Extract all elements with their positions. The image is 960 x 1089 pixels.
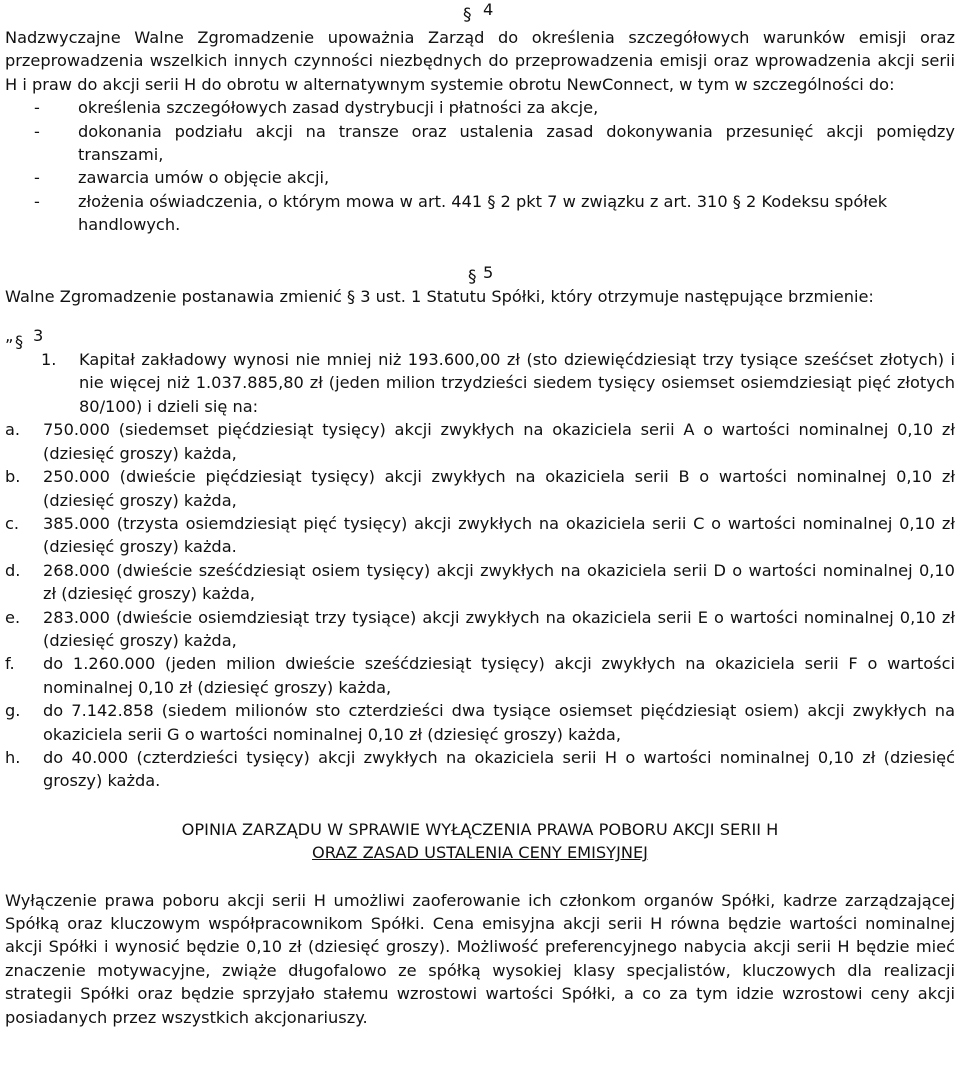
section-5-heading bbox=[5, 237, 955, 285]
list-item bbox=[34, 190, 955, 237]
section-5-text bbox=[5, 285, 955, 308]
section-number: 4 bbox=[483, 0, 494, 19]
section-4-intro: Nadzwyczajne Walne Zgromadzenie upoważnia Zarząd do określenia szczegółowych warunków emisji oraz przeprowadzenia wszelkich innych czynności niezbędnych do przeprowadzenia emisji oraz wprowadzenia akcji serii H i praw do akcji serii H do obrotu w alternatywnym systemie obrotu NewConnect, w tym w szczególności do: bbox=[5, 28, 955, 94]
list-dash: - bbox=[34, 98, 40, 118]
series-letter: c. bbox=[5, 513, 20, 533]
list-item-text-part: złożenia oświadczenia, o którym mowa w art. 441 bbox=[78, 191, 488, 211]
point-number: 1. bbox=[41, 350, 57, 370]
series-text: do 7.142.858 (siedem milionów sto czterdzieści dwa tysiące osiemset pięćdziesiąt osiem) akcji zwykłych na okaziciela serii G o wartości nominalnej 0,10 zł (dziesięć groszy) każda, bbox=[43, 701, 955, 744]
list-item-text: zawarcia umów o objęcie akcji, bbox=[78, 168, 330, 188]
series-item bbox=[5, 746, 955, 793]
section-5-text-part: Walne Zgromadzenie postanawia zmienić bbox=[5, 286, 347, 306]
opinion-title-underlined: ORAZ ZASAD USTALENIA CENY EMISYJNEJ bbox=[312, 843, 648, 863]
list-item-text: określenia szczegółowych zasad dystrybucji i płatności za akcje, bbox=[78, 98, 599, 118]
section-4-list bbox=[5, 96, 955, 236]
series-item bbox=[5, 606, 955, 653]
list-item-text-part: 2 pkt 7 w związku z art. 310 bbox=[495, 191, 733, 211]
section-mark-icon: § bbox=[468, 266, 477, 287]
section-mark-icon: § bbox=[346, 286, 356, 306]
series-text: 250.000 (dwieście pięćdziesiąt tysięcy) akcji zwykłych na okaziciela serii B o wartości nominalnej 0,10 zł (dziesięć groszy) każda, bbox=[43, 467, 955, 510]
point-text: Kapitał zakładowy wynosi nie mniej niż 193.600,00 zł (sto dziewięćdziesiąt trzy tysiące sześćset złotych) i nie więcej niż 1.037.885,80 zł (jeden milion trzydzieści siedem tysięcy osiemset osiemdziesiąt pięć złotych 80/100) i dzieli się na: bbox=[79, 350, 955, 416]
series-item bbox=[5, 699, 955, 746]
series-text: do 1.260.000 (jeden milion dwieście sześćdziesiąt tysięcy) akcji zwykłych na okaziciela serii F o wartości nominalnej 0,10 zł (dziesięć groszy) każda, bbox=[43, 654, 955, 697]
series-text: do 40.000 (czterdzieści tysięcy) akcji zwykłych na okaziciela serii H o wartości nominalnej 0,10 zł (dziesięć groszy) każda. bbox=[43, 747, 955, 791]
section-number: 5 bbox=[483, 262, 494, 282]
list-item bbox=[34, 166, 955, 189]
series-list bbox=[5, 418, 955, 793]
series-letter: e. bbox=[5, 607, 21, 627]
list-dash: - bbox=[34, 168, 40, 188]
series-letter: g. bbox=[5, 701, 21, 721]
point-1 bbox=[5, 348, 955, 418]
series-item bbox=[5, 512, 955, 559]
series-letter: f. bbox=[5, 654, 15, 674]
section-number: 3 bbox=[33, 326, 44, 346]
list-item bbox=[34, 120, 955, 167]
opinion-title-line-1: OPINIA ZARZĄDU W SPRAWIE WYŁĄCZENIA PRAWA POBORU AKCJI SERII H bbox=[181, 819, 779, 839]
series-letter: b. bbox=[5, 467, 21, 487]
list-dash: - bbox=[34, 191, 40, 211]
series-letter: d. bbox=[5, 560, 21, 580]
series-item bbox=[5, 465, 955, 512]
series-text: 283.000 (dwieście osiemdziesiąt trzy tysiące) akcji zwykłych na okaziciela serii E o wartości nominalnej 0,10 zł (dziesięć groszy) każda, bbox=[43, 607, 955, 650]
opinion-title-line-2 bbox=[5, 841, 955, 864]
series-text: 268.000 (dwieście sześćdziesiąt osiem tysięcy) akcji zwykłych na okaziciela serii D o wartości nominalnej 0,10 zł (dziesięć groszy) każda, bbox=[43, 560, 955, 604]
list-item-text: dokonania podziału akcji na transze oraz ustalenia zasad dokonywania przesunięć akcji pomiędzy transzami, bbox=[78, 121, 955, 165]
section-mark-icon: § bbox=[463, 5, 472, 25]
series-item bbox=[5, 652, 955, 699]
statute-quote-heading bbox=[5, 308, 955, 352]
list-dash: - bbox=[34, 121, 40, 141]
list-item-text bbox=[78, 190, 955, 237]
list-item-text-part: 2 Kodeksu spółek handlowych. bbox=[78, 191, 888, 235]
series-item bbox=[5, 418, 955, 465]
document-page bbox=[5, 0, 955, 1029]
opening-quote-mark: „ bbox=[5, 326, 14, 346]
section-4-heading bbox=[5, 0, 955, 26]
section-5-text-part: 3 ust. 1 Statutu Spółki, który otrzymuje następujące brzmienie: bbox=[355, 286, 874, 306]
section-mark-icon: § bbox=[15, 332, 24, 352]
series-text: 750.000 (siedemset pięćdziesiąt tysięcy) akcji zwykłych na okaziciela serii A o wartości nominalnej 0,10 zł (dziesięć groszy) każda, bbox=[43, 420, 955, 463]
series-letter: a. bbox=[5, 420, 21, 440]
list-item bbox=[34, 96, 955, 119]
series-text: 385.000 (trzysta osiemdziesiąt pięć tysięcy) akcji zwykłych na okaziciela serii C o wartości nominalnej 0,10 zł (dziesięć groszy) każda. bbox=[43, 513, 955, 557]
series-item bbox=[5, 559, 955, 606]
series-letter: h. bbox=[5, 747, 21, 767]
section-mark-icon: § bbox=[487, 191, 496, 211]
section-mark-icon: § bbox=[732, 191, 741, 211]
opinion-body: Wyłączenie prawa poboru akcji serii H umożliwi zaoferowanie ich członkom organów Spółki, kadrze zarządzającej Spółką oraz kluczowym współpracownikom Spółki. Cena emisyjna akcji serii H równa będzie wartości nominalnej akcji Spółki i wynosić będzie 0,10 zł (dziesięć groszy). Możliwość preferencyjnego nabycia akcji serii H będzie mieć znaczenie motywacyjne, zwiąże długofalowo ze spółką wysokiej klasy specjalistów, kluczowych dla realizacji strategii Spółki oraz będzie sprzyjało stałemu wzrostowi wartości Spółki, a co za tym idzie wzrostowi ceny akcji posiadanych przez wszystkich akcjonariuszy. bbox=[5, 890, 955, 1027]
